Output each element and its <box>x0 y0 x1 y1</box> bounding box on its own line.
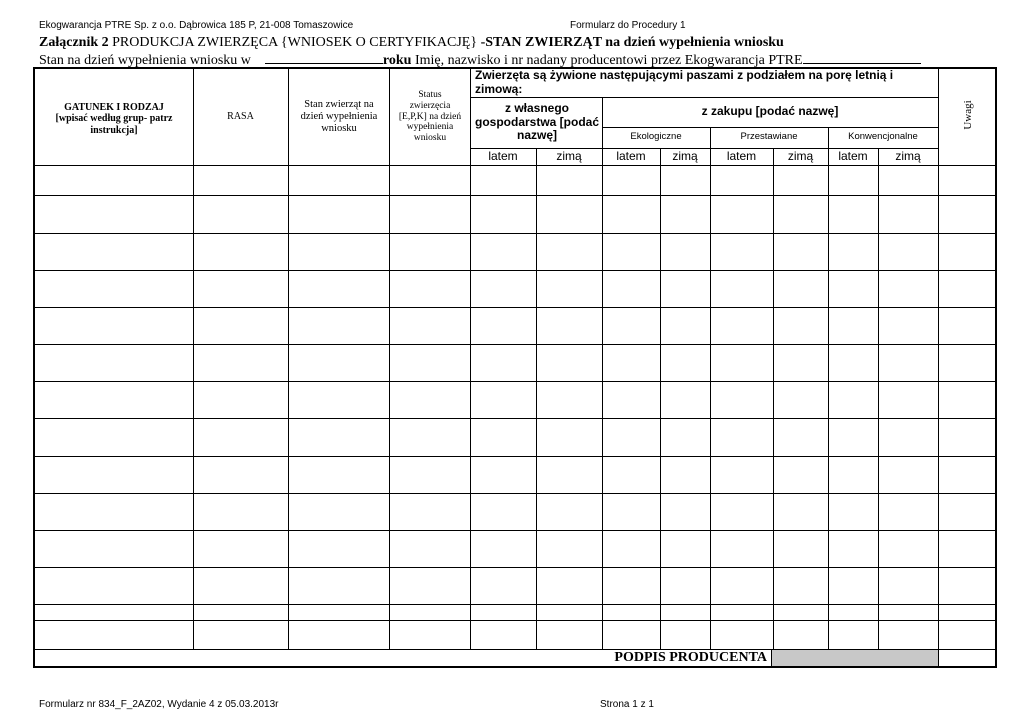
table-cell[interactable] <box>774 382 828 418</box>
table-cell[interactable] <box>939 419 997 456</box>
table-cell[interactable] <box>829 196 878 233</box>
signature-field[interactable] <box>771 650 938 666</box>
winter-header: zimą <box>556 148 582 163</box>
table-cell[interactable] <box>774 196 828 233</box>
table-cell[interactable] <box>537 382 602 418</box>
table-cell[interactable] <box>390 419 470 456</box>
table-cell[interactable] <box>36 345 193 381</box>
table-cell[interactable] <box>661 234 710 270</box>
table-cell[interactable] <box>537 457 602 493</box>
title-prefix: Załącznik 2 <box>39 35 109 50</box>
table-cell[interactable] <box>194 531 288 567</box>
own-farm-header: z własnego gospodarstwa [podać nazwę] <box>475 100 600 143</box>
table-cell[interactable] <box>289 234 389 270</box>
table-cell[interactable] <box>471 345 536 381</box>
table-cell[interactable] <box>194 308 288 344</box>
table-cell[interactable] <box>829 494 878 530</box>
table-cell[interactable] <box>194 271 288 307</box>
table-cell[interactable] <box>774 166 828 195</box>
winter-header: zimą <box>672 148 698 163</box>
table-cell[interactable] <box>711 457 773 493</box>
table-cell[interactable] <box>879 345 938 381</box>
form-number: Formularz nr 834_F_2AZ02, Wydanie 4 z 05.03.2013r <box>39 699 279 710</box>
table-cell[interactable] <box>471 196 536 233</box>
year-label: roku <box>382 53 412 68</box>
table-cell[interactable] <box>537 345 602 381</box>
summer-header: latem <box>616 148 646 163</box>
table-cell[interactable] <box>390 382 470 418</box>
summer-header: latem <box>838 148 868 163</box>
table-cell[interactable] <box>661 308 710 344</box>
table-cell[interactable] <box>390 166 470 195</box>
table-cell[interactable] <box>829 166 878 195</box>
table-cell[interactable] <box>829 457 878 493</box>
table-cell[interactable] <box>471 271 536 307</box>
table-cell[interactable] <box>390 457 470 493</box>
table-cell[interactable] <box>471 605 536 620</box>
table-cell[interactable] <box>537 605 602 620</box>
table-cell[interactable] <box>829 605 878 620</box>
table-cell[interactable] <box>390 494 470 530</box>
table-cell[interactable] <box>939 605 997 620</box>
table-cell[interactable] <box>603 605 660 620</box>
table-cell[interactable] <box>537 531 602 567</box>
table-cell[interactable] <box>879 308 938 344</box>
table-cell[interactable] <box>939 531 997 567</box>
table-cell[interactable] <box>879 419 938 456</box>
form-title <box>39 35 784 51</box>
table-cell[interactable] <box>289 166 389 195</box>
table-cell[interactable] <box>471 419 536 456</box>
table-cell[interactable] <box>471 494 536 530</box>
table-cell[interactable] <box>711 196 773 233</box>
transitional-header: Przestawiane <box>740 131 798 143</box>
table-cell[interactable] <box>829 419 878 456</box>
producer-label: Imię, nazwisko i nr nadany producentowi przez Ekogwarancja PTRE <box>411 53 803 68</box>
table-cell[interactable] <box>289 308 389 344</box>
table-cell[interactable] <box>36 494 193 530</box>
table-cell[interactable] <box>36 196 193 233</box>
table-cell[interactable] <box>194 166 288 195</box>
table-cell[interactable] <box>603 196 660 233</box>
table-cell[interactable] <box>711 531 773 567</box>
table-cell[interactable] <box>939 345 997 381</box>
table-cell[interactable] <box>711 234 773 270</box>
species-title: GATUNEK I RODZAJ <box>64 101 164 113</box>
table-cell[interactable] <box>390 605 470 620</box>
state-date-label: Stan na dzień wypełnienia wniosku w <box>39 53 251 68</box>
table-cell[interactable] <box>289 457 389 493</box>
table-cell[interactable] <box>829 308 878 344</box>
table-cell[interactable] <box>879 196 938 233</box>
table-cell[interactable] <box>661 531 710 567</box>
table-cell[interactable] <box>879 271 938 307</box>
table-cell[interactable] <box>879 494 938 530</box>
table-cell[interactable] <box>939 271 997 307</box>
table-cell[interactable] <box>711 419 773 456</box>
table-cell[interactable] <box>774 494 828 530</box>
table-cell[interactable] <box>829 345 878 381</box>
signature-label: PODPIS PRODUCENTA <box>614 649 767 665</box>
table-cell[interactable] <box>194 234 288 270</box>
table-cell[interactable] <box>774 568 828 604</box>
table-cell[interactable] <box>603 568 660 604</box>
breed-header: RASA <box>227 111 254 123</box>
table-cell[interactable] <box>939 494 997 530</box>
notes-header: Uwagi <box>962 100 974 130</box>
table-cell[interactable] <box>471 166 536 195</box>
table-cell[interactable] <box>390 568 470 604</box>
table-cell[interactable] <box>603 345 660 381</box>
table-cell[interactable] <box>711 271 773 307</box>
table-cell[interactable] <box>661 382 710 418</box>
table-cell[interactable] <box>471 568 536 604</box>
table-cell[interactable] <box>711 605 773 620</box>
table-cell[interactable] <box>289 605 389 620</box>
table-cell[interactable] <box>711 345 773 381</box>
table-cell[interactable] <box>36 457 193 493</box>
table-cell[interactable] <box>289 382 389 418</box>
company-header: Ekogwarancja PTRE Sp. z o.o. Dąbrowica 185 P, 21-008 Tomaszowice <box>39 20 354 31</box>
feed-header: Zwierzęta są żywione następującymi paszami z podziałem na porę letnią i zimową: <box>475 68 894 96</box>
table-cell[interactable] <box>661 196 710 233</box>
table-cell[interactable] <box>661 457 710 493</box>
table-cell[interactable] <box>939 382 997 418</box>
table-cell[interactable] <box>194 457 288 493</box>
winter-header: zimą <box>895 148 921 163</box>
table-cell[interactable] <box>939 234 997 270</box>
table-cell[interactable] <box>879 568 938 604</box>
table-cell[interactable] <box>289 271 389 307</box>
table-cell[interactable] <box>939 568 997 604</box>
table-cell[interactable] <box>537 271 602 307</box>
table-cell[interactable] <box>537 234 602 270</box>
table-cell[interactable] <box>36 568 193 604</box>
table-cell[interactable] <box>194 196 288 233</box>
title-middle: PRODUKCJA ZWIERZĘCA {WNIOSEK O CERTYFIKACJĘ} <box>108 35 481 50</box>
table-cell[interactable] <box>879 457 938 493</box>
table-cell[interactable] <box>603 494 660 530</box>
table-cell[interactable] <box>774 419 828 456</box>
table-cell[interactable] <box>289 419 389 456</box>
table-cell[interactable] <box>194 568 288 604</box>
table-cell[interactable] <box>774 531 828 567</box>
purchase-header: z zakupu [podać nazwę] <box>701 104 839 119</box>
table-cell[interactable] <box>36 419 193 456</box>
table-cell[interactable] <box>774 605 828 620</box>
table-cell[interactable] <box>774 308 828 344</box>
table-cell[interactable] <box>36 166 193 195</box>
table-cell[interactable] <box>829 382 878 418</box>
table-cell[interactable] <box>829 531 878 567</box>
table-cell[interactable] <box>711 166 773 195</box>
eco-header: Ekologiczne <box>630 131 682 143</box>
table-cell[interactable] <box>390 234 470 270</box>
species-note: [wpisać według grup- patrz instrukcja] <box>55 113 173 136</box>
table-cell[interactable] <box>471 457 536 493</box>
table-cell[interactable] <box>603 457 660 493</box>
table-cell[interactable] <box>36 271 193 307</box>
table-cell[interactable] <box>603 234 660 270</box>
table-cell[interactable] <box>879 531 938 567</box>
table-cell[interactable] <box>36 605 193 620</box>
table-cell[interactable] <box>711 308 773 344</box>
table-cell[interactable] <box>829 234 878 270</box>
table-cell[interactable] <box>390 271 470 307</box>
table-cell[interactable] <box>471 234 536 270</box>
table-cell[interactable] <box>537 494 602 530</box>
table-cell[interactable] <box>390 531 470 567</box>
table-cell[interactable] <box>774 234 828 270</box>
table-cell[interactable] <box>774 345 828 381</box>
status-header: Status zwierzęcia [E,P,K] na dzień wypełnienia wniosku <box>398 89 462 144</box>
table-cell[interactable] <box>603 308 660 344</box>
table-cell[interactable] <box>471 382 536 418</box>
table-cell[interactable] <box>390 345 470 381</box>
table-cell[interactable] <box>711 568 773 604</box>
summer-header: latem <box>488 148 518 163</box>
table-cell[interactable] <box>36 234 193 270</box>
table-cell[interactable] <box>661 345 710 381</box>
page-number: Strona 1 z 1 <box>600 699 654 710</box>
table-cell[interactable] <box>471 531 536 567</box>
table-cell[interactable] <box>711 382 773 418</box>
table-cell[interactable] <box>603 166 660 195</box>
table-cell[interactable] <box>36 531 193 567</box>
table-cell[interactable] <box>879 605 938 620</box>
table-cell[interactable] <box>603 271 660 307</box>
table-cell[interactable] <box>661 271 710 307</box>
table-cell[interactable] <box>289 568 389 604</box>
table-cell[interactable] <box>36 382 193 418</box>
table-cell[interactable] <box>939 457 997 493</box>
producer-blank[interactable] <box>803 51 921 64</box>
table-cell[interactable] <box>661 494 710 530</box>
table-cell[interactable] <box>661 419 710 456</box>
table-cell[interactable] <box>661 605 710 620</box>
table-cell[interactable] <box>537 166 602 195</box>
table-cell[interactable] <box>661 568 710 604</box>
table-cell[interactable] <box>661 166 710 195</box>
table-cell[interactable] <box>774 271 828 307</box>
table-cell[interactable] <box>537 308 602 344</box>
table-cell[interactable] <box>194 419 288 456</box>
table-cell[interactable] <box>537 419 602 456</box>
count-header: Stan zwierząt na dzień wypełnienia wniosku <box>300 98 378 135</box>
table-cell[interactable] <box>194 382 288 418</box>
winter-header: zimą <box>787 148 814 163</box>
row-line <box>35 620 997 621</box>
year-blank[interactable] <box>265 51 383 64</box>
table-cell[interactable] <box>289 196 389 233</box>
table-cell[interactable] <box>390 308 470 344</box>
table-cell[interactable] <box>711 494 773 530</box>
table-cell[interactable] <box>289 345 389 381</box>
title-suffix: -STAN ZWIERZĄT na dzień wypełnienia wniosku <box>480 35 784 50</box>
table-cell[interactable] <box>939 308 997 344</box>
table-cell[interactable] <box>879 234 938 270</box>
table-cell[interactable] <box>603 382 660 418</box>
table-cell[interactable] <box>194 605 288 620</box>
species-header <box>35 89 193 149</box>
summer-header: latem <box>726 148 757 163</box>
table-cell[interactable] <box>879 166 938 195</box>
table-cell[interactable] <box>537 196 602 233</box>
table-cell[interactable] <box>603 531 660 567</box>
col-line <box>771 649 772 667</box>
table-cell[interactable] <box>939 196 997 233</box>
table-cell[interactable] <box>879 382 938 418</box>
table-cell[interactable] <box>603 419 660 456</box>
table-cell[interactable] <box>36 308 193 344</box>
table-cell[interactable] <box>194 345 288 381</box>
table-cell[interactable] <box>289 494 389 530</box>
table-cell[interactable] <box>829 568 878 604</box>
col-line <box>938 649 939 667</box>
table-cell[interactable] <box>829 271 878 307</box>
table-cell[interactable] <box>939 166 997 195</box>
table-cell[interactable] <box>194 494 288 530</box>
procedure-label: Formularz do Procedury 1 <box>570 20 686 31</box>
table-cell[interactable] <box>289 531 389 567</box>
table-cell[interactable] <box>390 196 470 233</box>
table-cell[interactable] <box>537 568 602 604</box>
table-cell[interactable] <box>471 308 536 344</box>
animal-stock-table <box>33 67 997 668</box>
table-cell[interactable] <box>774 457 828 493</box>
conventional-header: Konwencjonalne <box>848 131 918 143</box>
